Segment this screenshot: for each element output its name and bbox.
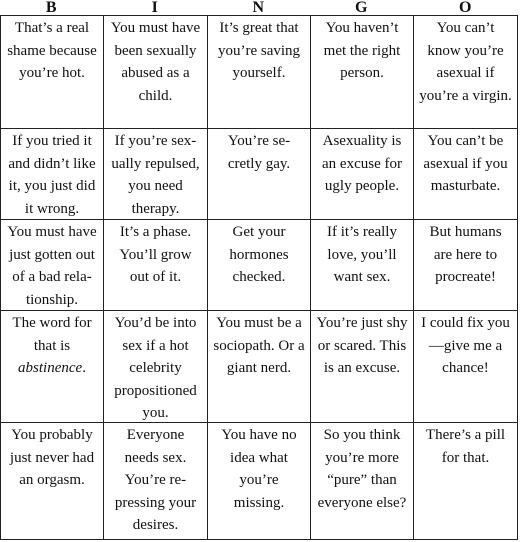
abstinence-prefix: The word for that is: [12, 315, 92, 354]
bingo-cell-r5-c2: Everyone needs sex. You’re re-pressing your desires.: [104, 423, 208, 539]
bingo-cell-r2-c5: You can’t be asexual if you masturbate.: [414, 129, 517, 220]
bingo-cell-r1-c1: That’s a real shame because you’re hot.: [1, 16, 104, 129]
header-letter-n: N: [252, 0, 265, 16]
header-letter-i: I: [151, 0, 159, 16]
header-letter-o: O: [459, 0, 472, 16]
bingo-cell-r1-c4: You haven’t met the right person.: [311, 16, 414, 129]
bingo-header: [0, 0, 520, 16]
bingo-cell-r1-c5: You can’t know you’re asexual if you’re a virgin.: [414, 16, 517, 129]
bingo-cell-r5-c3: You have no idea what you’re missing.: [208, 423, 311, 539]
header-letter-g: G: [355, 0, 368, 16]
bingo-cell-r3-c4: If it’s really love, you’ll want sex.: [311, 220, 414, 311]
bingo-cell-r3-c2: It’s a phase. You’ll grow out of it.: [104, 220, 208, 311]
bingo-cell-r1-c3: It’s great that you’re saving yourself.: [208, 16, 311, 129]
bingo-cell-r5-c1: You probably just never had an orgasm.: [1, 423, 104, 539]
bingo-cell-r3-c1: You must have just gotten out of a bad rela-tionship.: [1, 220, 104, 311]
header-letter-b: B: [45, 0, 58, 16]
bingo-cell-r4-c1: [1, 311, 104, 423]
bingo-cell-r5-c4: So you think you’re more “pure” than everyone else?: [311, 423, 414, 539]
abstinence-word: abstinence: [18, 360, 83, 376]
bingo-grid: [0, 15, 518, 540]
bingo-cell-r3-c3: Get your hormones checked.: [208, 220, 311, 311]
bingo-cell-r2-c1: If you tried it and didn’t like it, you just did it wrong.: [1, 129, 104, 220]
bingo-cell-r1-c2: You must have been sexually abused as a child.: [104, 16, 208, 129]
bingo-cell-r4-c4: You’re just shy or scared. This is an excuse.: [311, 311, 414, 423]
bingo-cell-r4-c2: You’d be into sex if a hot celebrity propositioned you.: [104, 311, 208, 423]
bingo-cell-r4-c5: I could fix you—give me a chance!: [414, 311, 517, 423]
bingo-cell-r2-c2: If you’re sex-ually repulsed, you need therapy.: [104, 129, 208, 220]
bingo-cell-r5-c5: There’s a pill for that.: [425, 427, 506, 466]
bingo-cell-r2-c3: You’re se-cretly gay.: [208, 129, 311, 220]
bingo-cell-r3-c5: But humans are here to procreate!: [414, 220, 517, 311]
bingo-cell-r2-c4: Asexuality is an excuse for ugly people.: [311, 129, 414, 220]
bingo-cell-r4-c3: You must be a sociopath. Or a giant nerd.: [208, 311, 311, 423]
abstinence-suffix: .: [82, 360, 86, 376]
